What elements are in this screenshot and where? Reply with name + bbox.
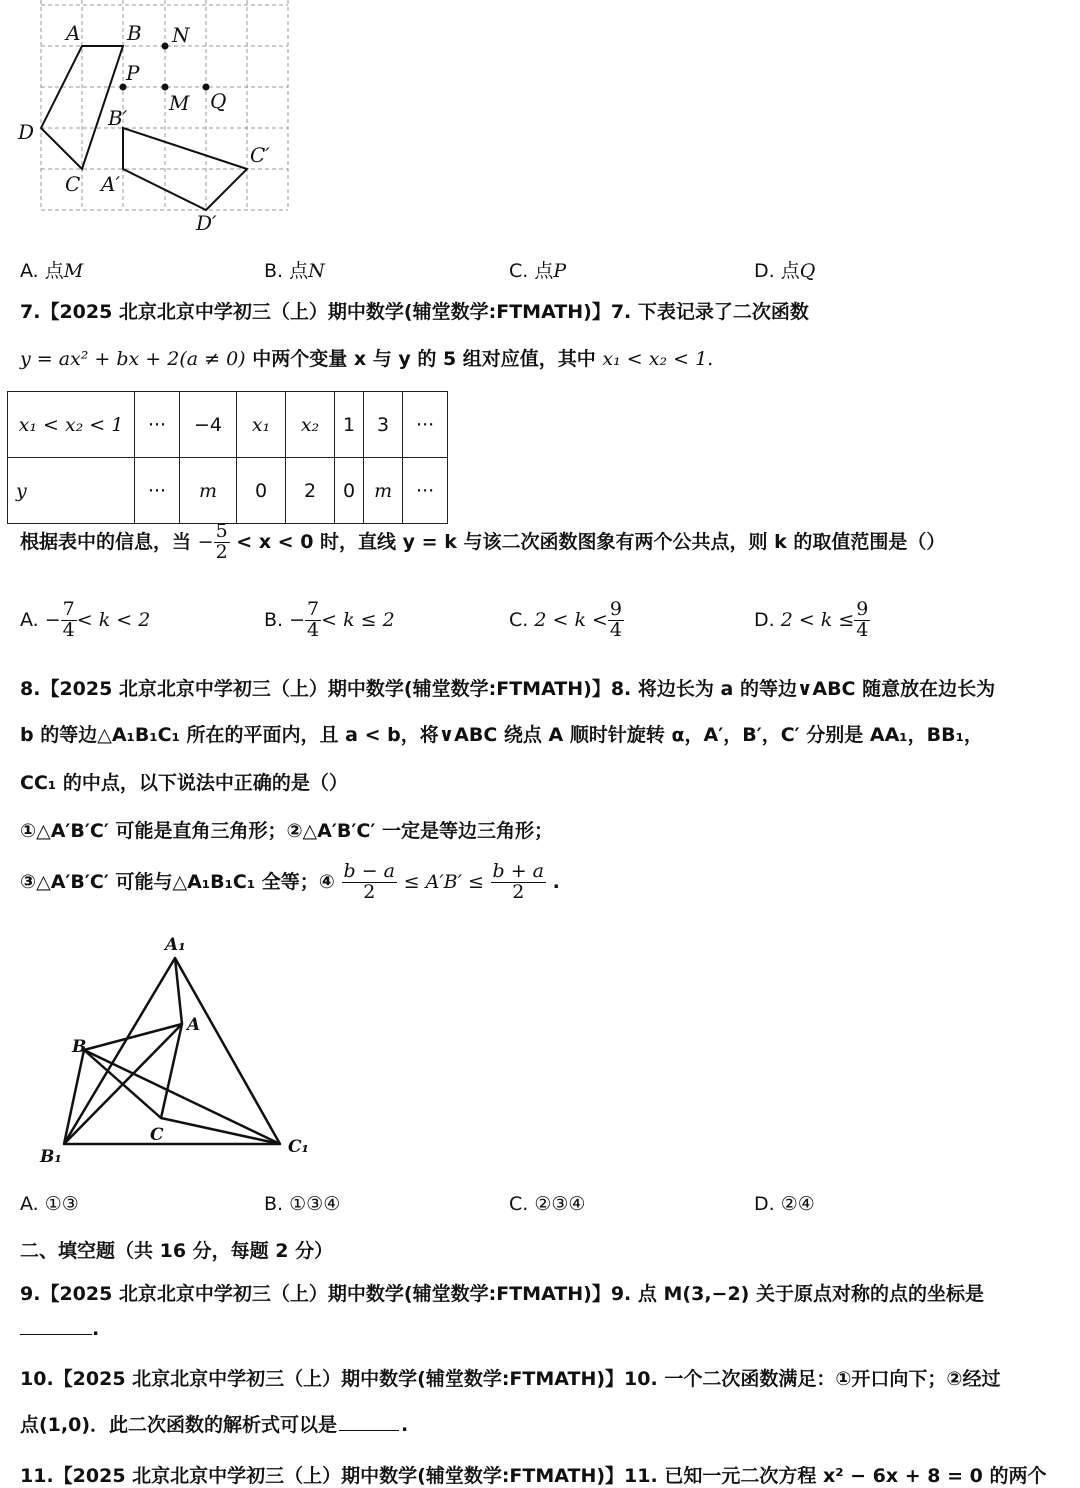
label-d: D bbox=[18, 120, 35, 144]
table-cell: −4 bbox=[180, 392, 237, 458]
q8-line3: CC₁ 的中点，以下说法中正确的是（） bbox=[20, 772, 348, 794]
table-cell: x₂ bbox=[286, 392, 335, 458]
q8-line4: ①△A′B′C′ 可能是直角三角形；②△A′B′C′ 一定是等边三角形； bbox=[20, 820, 553, 842]
table-cell: x₁ < x₂ < 1 bbox=[8, 392, 135, 458]
label-b: B bbox=[127, 21, 142, 45]
q8-line2: b 的等边△A₁B₁C₁ 所在的平面内，且 a < b，将∨ABC 绕点 A 顺时针旋转 α，A′，B′，C′ 分别是 AA₁，BB₁， bbox=[20, 724, 983, 746]
q7-option-d: D. 2 < k ≤ $\frac{9}{4}$ bbox=[754, 598, 869, 641]
table-cell: m bbox=[364, 458, 403, 524]
label-a1: A′ bbox=[101, 172, 120, 196]
q7-option-c: C. 2 < k < $\frac{9}{4}$ bbox=[509, 598, 623, 641]
q8-line1: 8.【2025 北京北京中学初三（上）期中数学(辅堂数学:FTMATH)】8. 将边长为 a 的等边∨ABC 随意放在边长为 bbox=[20, 678, 996, 700]
q8-option-b: B. ①③④ bbox=[264, 1193, 341, 1215]
section-2-heading: 二、填空题（共 16 分，每题 2 分） bbox=[20, 1240, 334, 1262]
segment-b-c1 bbox=[84, 1050, 280, 1144]
q10-line1: 10.【2025 北京北京中学初三（上）期中数学(辅堂数学:FTMATH)】10. 一个二次函数满足：①开口向下；②经过 bbox=[20, 1368, 1001, 1390]
table-cell: ··· bbox=[403, 392, 448, 458]
table-cell: ··· bbox=[135, 458, 180, 524]
triangle-figure bbox=[30, 930, 330, 1170]
segment-c-c1 bbox=[161, 1118, 280, 1144]
q8-option-c: C. ②③④ bbox=[509, 1193, 586, 1215]
label-a: A bbox=[66, 21, 81, 45]
table-cell: m bbox=[180, 458, 237, 524]
table-cell: ··· bbox=[403, 458, 448, 524]
q7-value-table bbox=[7, 391, 448, 524]
q7-question: 根据表中的信息，当 − $\frac{5}{2}$ < x < 0 时，直线 y = k 与该二次函数图象有两个公共点，则 k 的取值范围是（） bbox=[20, 520, 946, 563]
answer-blank[interactable] bbox=[20, 1334, 92, 1335]
q8-line5: ③△A′B′C′ 可能与△A₁B₁C₁ 全等；④ $\frac{b - a}{2}$ ≤ A′B′ ≤ $\frac{b + a}{2}$ . bbox=[20, 860, 560, 903]
point-q bbox=[203, 84, 210, 91]
label-d1: D′ bbox=[196, 211, 217, 235]
label-n: N bbox=[172, 23, 190, 47]
q11-line1: 11.【2025 北京北京中学初三（上）期中数学(辅堂数学:FTMATH)】11. 已知一元二次方程 x² − 6x + 8 = 0 的两个 bbox=[20, 1465, 1047, 1487]
label-p: P bbox=[126, 61, 140, 85]
grid-figure bbox=[0, 0, 320, 240]
label-c: C bbox=[65, 172, 81, 196]
q8-option-a: A. ①③ bbox=[20, 1193, 79, 1215]
q6-option-b: B. 点N bbox=[264, 260, 325, 282]
q9-answer-line: . bbox=[20, 1318, 99, 1340]
label-b1: B′ bbox=[108, 106, 128, 130]
q10-line2: 点(1,0)．此二次函数的解析式可以是 . bbox=[20, 1414, 409, 1436]
label-a: A bbox=[187, 1015, 201, 1035]
point-m bbox=[162, 84, 169, 91]
table-cell: y bbox=[8, 458, 135, 524]
table-cell: 0 bbox=[237, 458, 286, 524]
table-cell: 1 bbox=[335, 392, 364, 458]
label-c: C bbox=[150, 1125, 164, 1145]
table-cell: 2 bbox=[286, 458, 335, 524]
table-cell: x₁ bbox=[237, 392, 286, 458]
label-m: M bbox=[169, 91, 190, 115]
q6-option-c: C. 点P bbox=[509, 260, 567, 282]
point-n bbox=[162, 43, 169, 50]
segment-b-b1 bbox=[64, 1050, 84, 1144]
label-b: B bbox=[72, 1037, 87, 1057]
label-a1: A₁ bbox=[165, 935, 186, 955]
table-cell: 3 bbox=[364, 392, 403, 458]
table-cell: 0 bbox=[335, 458, 364, 524]
table-row bbox=[8, 392, 448, 458]
label-c1: C′ bbox=[250, 143, 270, 167]
q7-option-a: A. − $\frac{7}{4}$ < k < 2 bbox=[20, 598, 151, 641]
label-b1: B₁ bbox=[40, 1147, 62, 1167]
label-q: Q bbox=[210, 89, 227, 113]
q7-header: 7.【2025 北京北京中学初三（上）期中数学(辅堂数学:FTMATH)】7. 下表记录了二次函数 bbox=[20, 301, 809, 323]
q8-option-d: D. ②④ bbox=[754, 1193, 815, 1215]
q7-line2: y = ax² + bx + 2(a ≠ 0) 中两个变量 x 与 y 的 5 组对应值，其中 x₁ < x₂ < 1. bbox=[20, 348, 714, 370]
q9-line1: 9.【2025 北京北京中学初三（上）期中数学(辅堂数学:FTMATH)】9. 点 M(3,−2) 关于原点对称的点的坐标是 bbox=[20, 1283, 984, 1305]
answer-blank[interactable] bbox=[339, 1430, 399, 1431]
q6-option-d: D. 点Q bbox=[754, 260, 816, 282]
q7-option-b: B. − $\frac{7}{4}$ < k ≤ 2 bbox=[264, 598, 395, 641]
table-row bbox=[8, 458, 448, 524]
table-cell: ··· bbox=[135, 392, 180, 458]
q6-option-a: A. 点M bbox=[20, 260, 84, 282]
triangle-a1b1c1 bbox=[64, 958, 280, 1144]
label-c1: C₁ bbox=[288, 1137, 309, 1157]
